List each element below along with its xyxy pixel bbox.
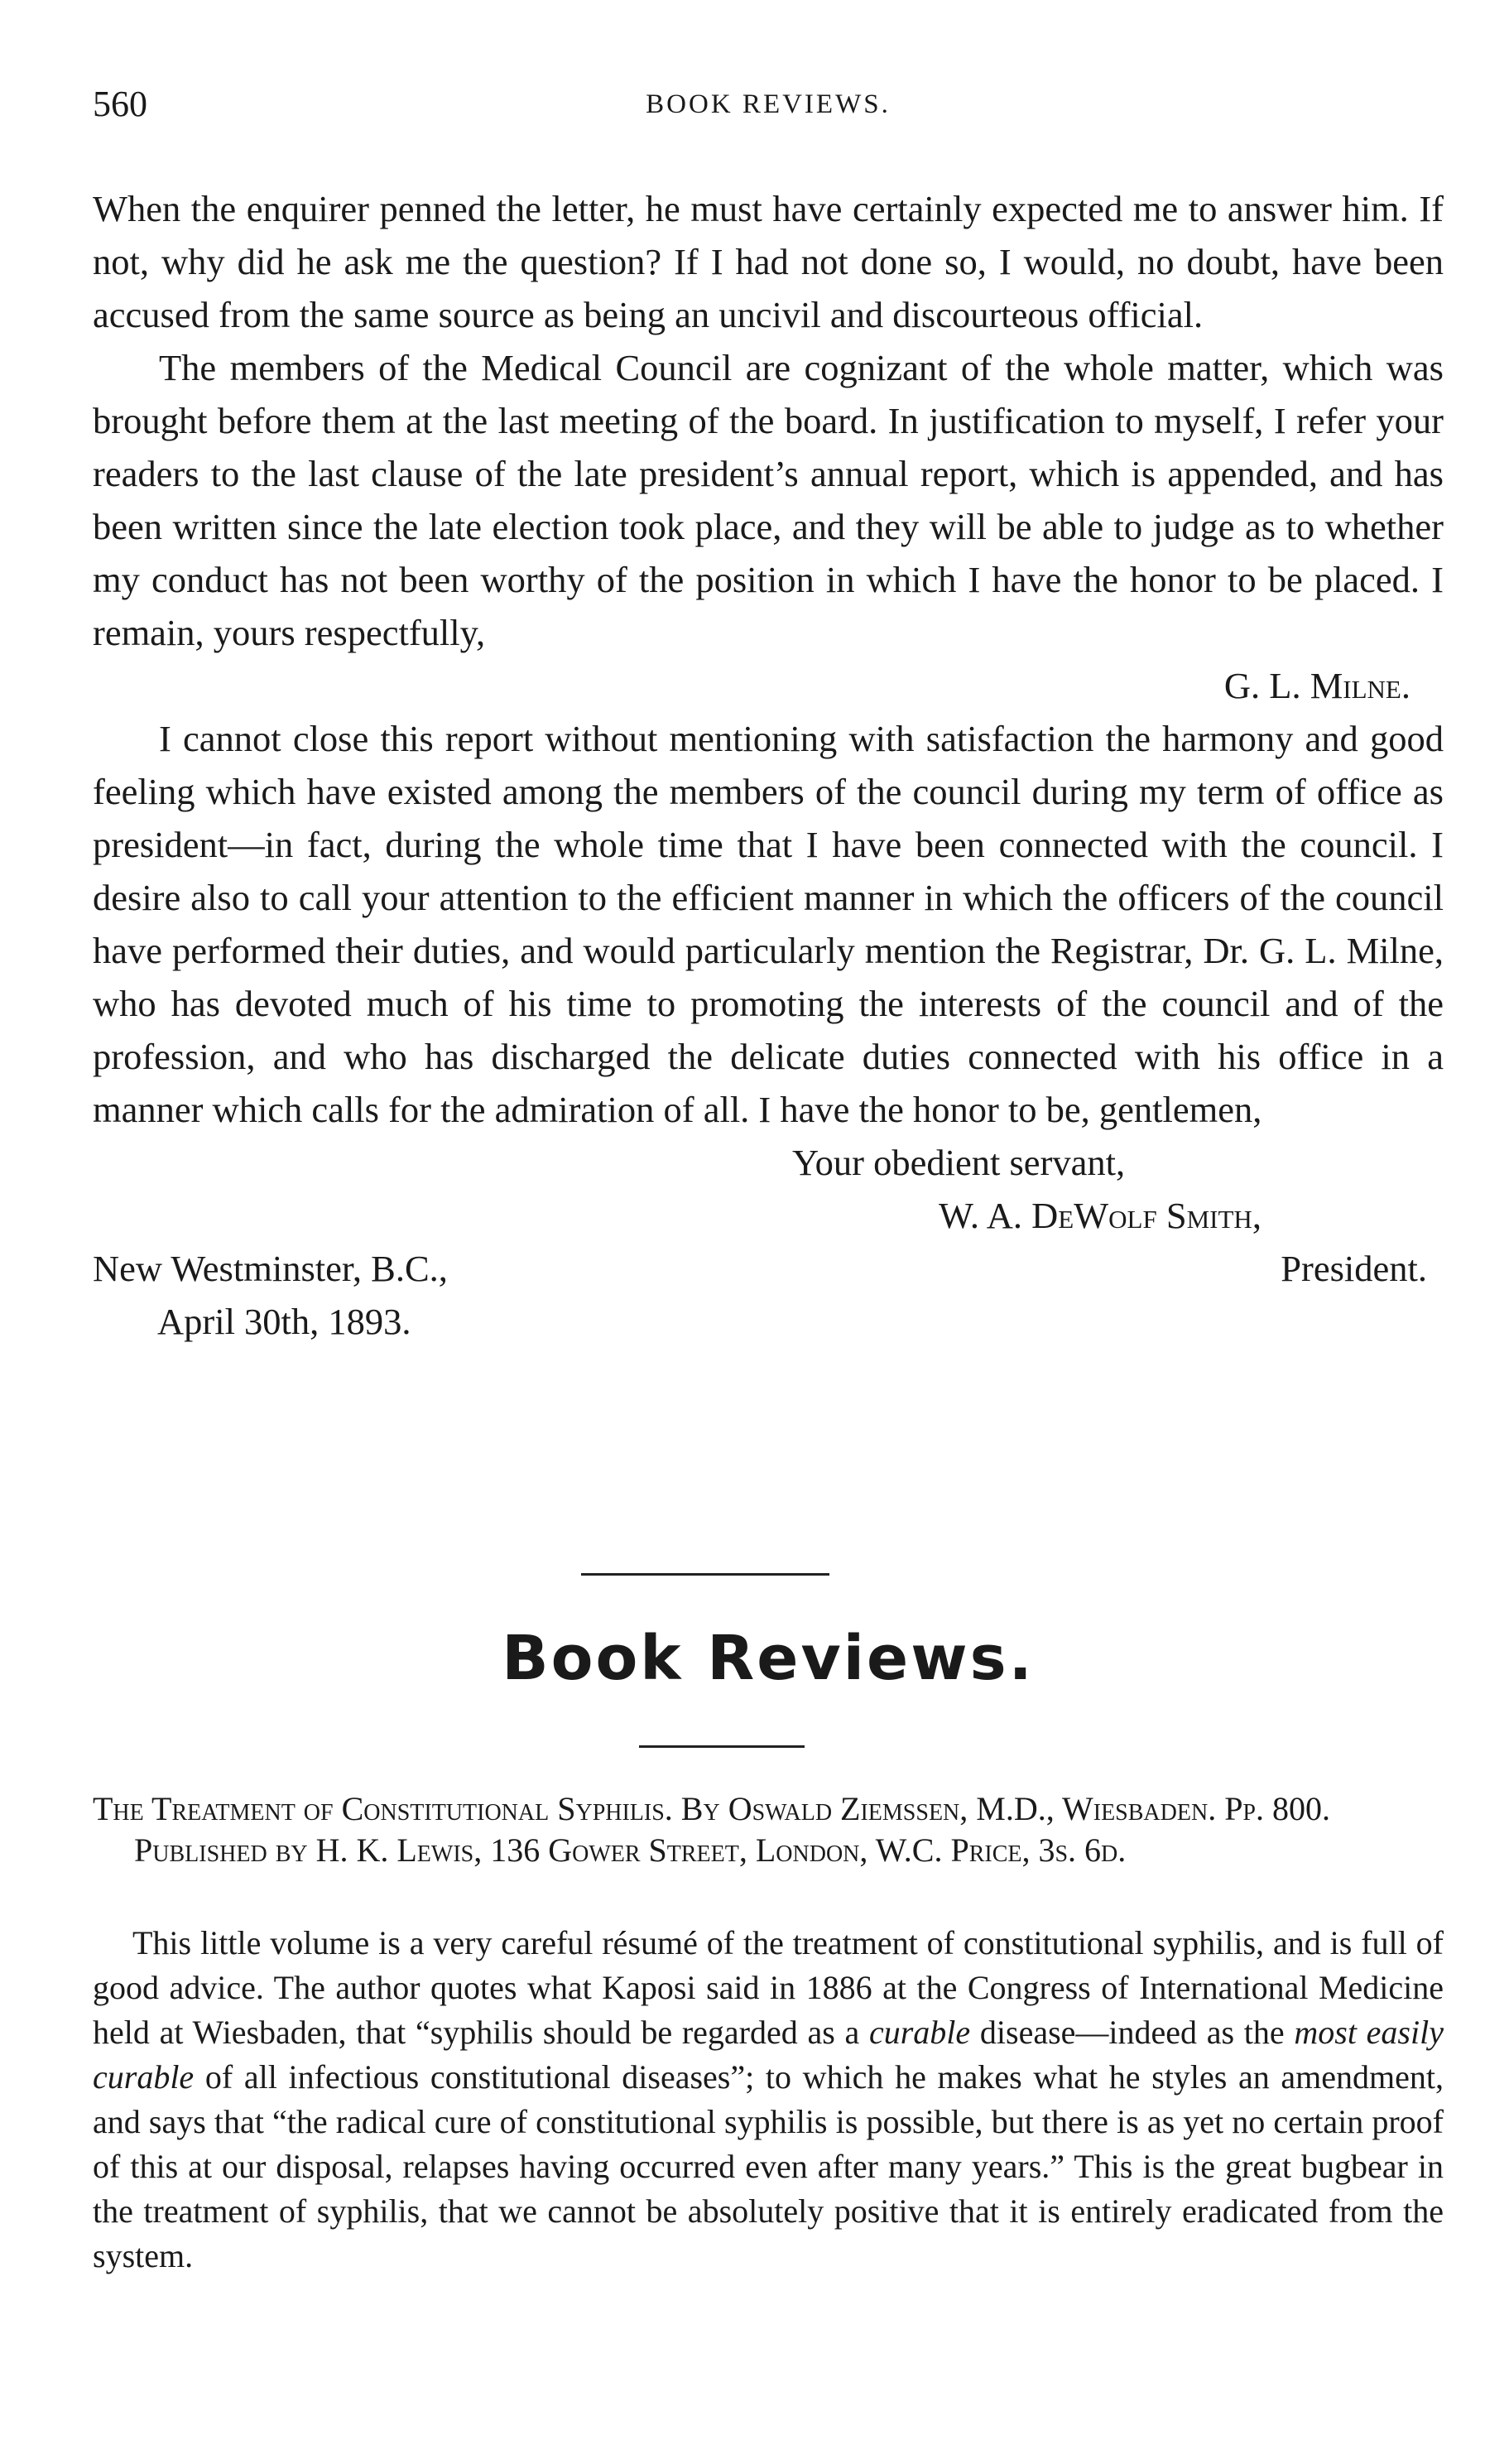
running-head: BOOK REVIEWS. [646, 89, 891, 119]
review-emphasis-1: curable [868, 2014, 971, 2051]
section-divider-top [581, 1573, 829, 1576]
review-text-2: disease—indeed as the [970, 2014, 1295, 2051]
review-text-3: of all infectious constitutional diseases”; to which he makes what he styles an amendment, and says that “the radical cure of constitutional syphilis is possible, but there is as yet no certain proof of this at our disposal, relapses having occurred even after many years.” This is the great bugbear in the treatment of syphilis, that we cannot be absolutely positive that it is entirely eradicated from the system. [93, 2058, 1444, 2274]
review-paragraph [93, 1921, 1444, 2279]
review-citation-block [93, 1788, 1444, 1871]
review-body [93, 1921, 1444, 2279]
letter-signature: G. L. Milne. [1223, 665, 1410, 706]
page-number: 560 [93, 84, 147, 124]
report-closing: Your obedient servant, [792, 1142, 1126, 1183]
report-paragraph: I cannot close this report without mentioning with satisfaction the harmony and good feeling which have existed among the members of the council during my term of office as president—in fact, during the whole time that I have been connected with the council. I desire also to call your attention to the efficient manner in which the officers of the council have performed their duties, and would particularly mention the Registrar, Dr. G. L. Milne, who has devoted much of his time to promoting the interests of the council and of the profession, and who has discharged the delicate duties connected with his office in a manner which calls for the admiration of all. I have the honor to be, gentlemen, [93, 718, 1444, 1130]
report-date: April 30th, 1893. [157, 1301, 411, 1342]
letter-paragraph-2: The members of the Medical Council are cognizant of the whole matter, which was brought before them at the last meeting of the board. In justification to myself, I refer your readers to the last clause of the late president’s annual report, which is appended, and has been written since the late election took place, and they will be able to judge as to whether my conduct has not been worthy of the position in which I have the honor to be placed. I remain, yours respectfully, [93, 347, 1444, 653]
review-text-1: This little volume is a very careful résumé of the treatment of constitutional syphilis, and is full of good advice. The author quotes what Kaposi said in 1886 at the Congress of International Medicine held at Wiesbaden, that “syphilis should be regarded as a [93, 1924, 1444, 2051]
section-divider-bottom [639, 1745, 805, 1748]
review-citation: The Treatment of Constitutional Syphilis. By Oswald Ziemssen, M.D., Wiesbaden. Pp. 800. Published by H. K. Lewis, 136 Gower Street, London, W.C. Price, 3s. 6d. [93, 1790, 1331, 1869]
section-heading: Book Reviews. [502, 1623, 1035, 1694]
page-header [93, 83, 1444, 132]
report-signatory: W. A. DeWolf Smith, [939, 1195, 1262, 1236]
place-row [93, 1242, 1444, 1295]
review-emphasis-2: most easily curable [93, 2014, 1444, 2096]
report-place: New Westminster, B.C., [93, 1248, 448, 1289]
letter-paragraph-1: When the enquirer penned the letter, he must have certainly expected me to answer him. If not, why did he ask me the question? If I had not done so, I would, no doubt, have been accused from the same source as being an uncivil and discourteous official. [93, 188, 1444, 335]
book-page [93, 0, 1444, 2464]
report-title: President. [1281, 1248, 1427, 1289]
letter-section [93, 182, 1444, 1348]
